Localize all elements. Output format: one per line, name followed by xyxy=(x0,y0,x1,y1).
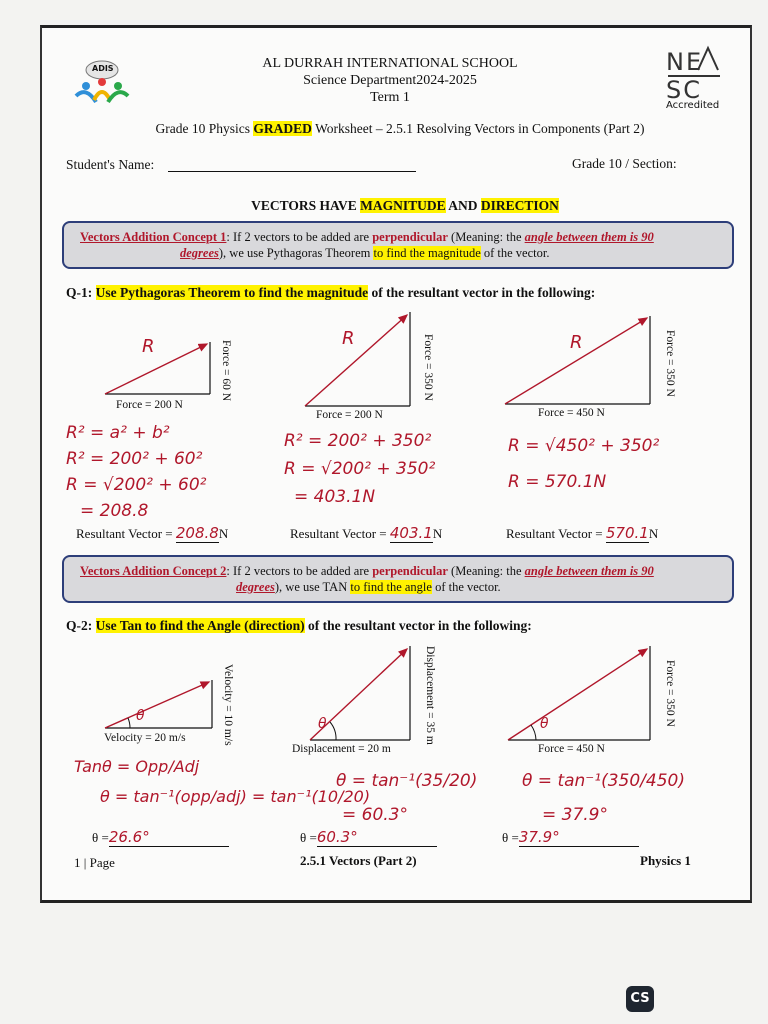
q2-base-1: Velocity = 20 m/s xyxy=(104,732,186,744)
student-name-label: Student's Name: xyxy=(66,157,155,172)
q2-answer-1[interactable]: 26.6° xyxy=(109,828,229,847)
q2-work-1: Tanθ = Opp/Adj θ = tan⁻¹(opp/adj) = tan⁻¹(10/20) xyxy=(74,757,371,806)
q2-theta-3: θ xyxy=(540,716,549,732)
q1-base-3: Force = 450 N xyxy=(538,407,605,419)
q2-answer-3[interactable]: 37.9° xyxy=(519,828,639,847)
scanner-badge-icon: CS xyxy=(626,986,654,1012)
footer-title: 2.5.1 Vectors (Part 2) xyxy=(300,853,417,868)
q2-result-2: θ =60.3° xyxy=(300,828,437,847)
q1-r-label-1: R xyxy=(142,336,155,357)
q1-work-2: R² = 200² + 350² R = √200² + 350² = 403.1N xyxy=(284,431,436,507)
q1-side-2: Force = 350 N xyxy=(422,334,434,401)
q2-base-2: Displacement = 20 m xyxy=(292,743,391,755)
q1-side-3: Force = 350 N xyxy=(664,330,676,397)
q1-result-1: Resultant Vector = 208.8N xyxy=(76,524,229,542)
logo-text: ADIS xyxy=(92,64,114,73)
q2-side-2: Displacement = 35 m xyxy=(424,646,436,745)
q1-side-1: Force = 60 N xyxy=(220,340,232,402)
q1-heading: Q-1: Use Pythagoras Theorem to find the magnitude of the resultant vector in the following: xyxy=(66,285,596,300)
footer-page: 1 | Page xyxy=(74,855,115,870)
q1-result-2: Resultant Vector = 403.1N xyxy=(290,524,443,542)
q2-theta-2: θ xyxy=(318,716,327,732)
department: Science Department2024-2025 xyxy=(303,73,477,88)
concept-2-box: Vectors Addition Concept 2: If 2 vectors to be added are perpendicular (Meaning: the angle between them is 90 degrees), we use TAN to find the angle of the vector. xyxy=(62,555,734,603)
q1-r-label-2: R xyxy=(342,328,355,349)
q2-theta-1: θ xyxy=(136,708,145,724)
q2-heading: Q-2: Use Tan to find the Angle (direction) of the resultant vector in the following: xyxy=(66,618,532,633)
q2-answer-2[interactable]: 60.3° xyxy=(317,828,437,847)
q2-result-1: θ =26.6° xyxy=(92,828,229,847)
accredited-label: Accredited xyxy=(666,100,720,111)
q1-answer-1[interactable]: 208.8 xyxy=(175,524,219,542)
q2-base-3: Force = 450 N xyxy=(538,743,605,755)
q1-base-2: Force = 200 N xyxy=(316,409,383,421)
school-name: AL DURRAH INTERNATIONAL SCHOOL xyxy=(262,56,518,71)
q1-work-1: R² = a² + b² R² = 200² + 60² R = √200² + 60² = 208.8 xyxy=(66,423,207,521)
q2-side-1: Velocity = 10 m/s xyxy=(222,664,234,746)
term: Term 1 xyxy=(370,90,410,105)
q1-answer-2[interactable]: 403.1 xyxy=(389,524,433,542)
q2-result-3: θ =37.9° xyxy=(502,828,639,847)
q2-side-3: Force = 350 N xyxy=(664,660,676,727)
section-heading: VECTORS HAVE MAGNITUDE AND DIRECTION xyxy=(251,198,559,213)
q2-work-2: θ = tan⁻¹(35/20) = 60.3° xyxy=(336,771,478,825)
q1-base-1: Force = 200 N xyxy=(116,399,183,411)
worksheet-title: Grade 10 Physics GRADED Worksheet – 2.5.1 Resolving Vectors in Components (Part 2) xyxy=(155,121,645,136)
q1-result-3: Resultant Vector = 570.1N xyxy=(506,524,659,542)
concept-1-box: Vectors Addition Concept 1: If 2 vectors to be added are perpendicular (Meaning: the angle between them is 90 degrees), we use Pythagoras Theorem to find the magnitude of the vector. xyxy=(62,221,734,269)
graded-label: GRADED xyxy=(253,121,312,136)
q2-work-3: θ = tan⁻¹(350/450) = 37.9° xyxy=(522,771,685,825)
q1-r-label-3: R xyxy=(570,332,583,353)
q1-answer-3[interactable]: 570.1 xyxy=(605,524,649,542)
section-label: Grade 10 / Section: xyxy=(572,156,677,171)
svg-text:SC: SC xyxy=(666,76,702,104)
q1-work-3: R = √450² + 350² R = 570.1N xyxy=(508,436,660,492)
footer-subject: Physics 1 xyxy=(640,853,691,868)
svg-text:NE: NE xyxy=(666,48,704,76)
